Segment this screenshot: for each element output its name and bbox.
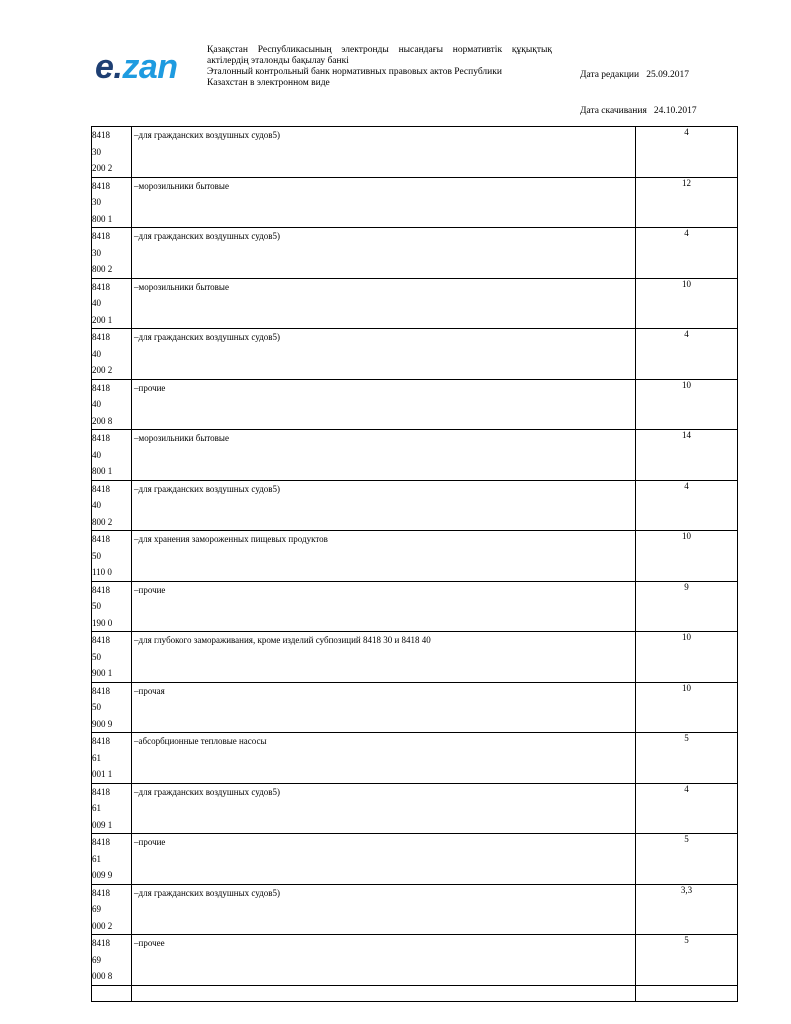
code-part: 900 1	[92, 668, 113, 678]
tariff-code	[92, 531, 132, 582]
table-row	[92, 834, 738, 885]
code-part: 61	[92, 803, 101, 813]
table-row	[92, 531, 738, 582]
tariff-code	[92, 682, 132, 733]
code-part: 8418	[92, 332, 110, 342]
code-part: 8418	[92, 231, 110, 241]
header-line-1: Қазақстан Республикасының электронды нысандағы нормативтік құқықтық	[207, 45, 552, 55]
goods-description: –для гражданских воздушных судов5)	[132, 884, 636, 935]
code-part: 30	[92, 197, 101, 207]
tariff-code	[92, 329, 132, 380]
tariff-code	[92, 834, 132, 885]
tariff-table	[91, 126, 738, 1002]
tariff-code	[92, 480, 132, 531]
code-part: 40	[92, 399, 101, 409]
code-part: 900 9	[92, 718, 113, 729]
duty-rate: 4	[636, 127, 738, 178]
header-line-2: актілердің эталонды бақылау банкі	[207, 56, 349, 66]
goods-description: –для глубокого замораживания, кроме изделий субпозиций 8418 30 и 8418 40	[132, 632, 636, 683]
table-row-empty	[92, 985, 738, 1001]
table-row	[92, 733, 738, 784]
duty-rate: 4	[636, 329, 738, 380]
table-row	[92, 632, 738, 683]
code-part: 8418	[92, 887, 110, 898]
code-part: 800 2	[92, 264, 113, 274]
code-part: 800 1	[92, 213, 113, 224]
code-part: 50	[92, 601, 101, 611]
duty-rate: 14	[636, 430, 738, 481]
duty-rate: 10	[636, 379, 738, 430]
tariff-code	[92, 783, 132, 834]
code-part: 009 9	[92, 870, 113, 880]
code-part: 8418	[92, 938, 110, 948]
tariff-code	[92, 884, 132, 935]
code-part: 8418	[92, 584, 110, 595]
code-part: 800 1	[92, 466, 113, 476]
duty-rate: 10	[636, 682, 738, 733]
goods-description: –для гражданских воздушных судов5)	[132, 127, 636, 178]
code-part: 50	[92, 550, 101, 561]
code-part: 40	[92, 348, 101, 359]
code-part: 000 2	[92, 920, 113, 931]
logo-part-2: zan	[122, 48, 178, 86]
table-row	[92, 480, 738, 531]
goods-description: –прочие	[132, 379, 636, 430]
code-part: 8418	[92, 736, 110, 746]
code-part: 009 1	[92, 819, 113, 830]
code-part: 200 2	[92, 365, 113, 375]
duty-rate: 10	[636, 632, 738, 683]
code-part: 61	[92, 853, 101, 864]
code-part: 30	[92, 247, 101, 258]
goods-description: –для гражданских воздушных судов5)	[132, 480, 636, 531]
table-row	[92, 783, 738, 834]
goods-description: –морозильники бытовые	[132, 177, 636, 228]
header-title	[207, 45, 552, 89]
goods-description: –морозильники бытовые	[132, 278, 636, 329]
tariff-code	[92, 935, 132, 986]
tariff-code	[92, 228, 132, 279]
tariff-code	[92, 379, 132, 430]
duty-rate: 3,3	[636, 884, 738, 935]
code-part: 200 1	[92, 314, 113, 325]
table-row	[92, 379, 738, 430]
code-part: 50	[92, 651, 101, 662]
tariff-code	[92, 632, 132, 683]
code-part: 61	[92, 752, 101, 763]
code-part: 800 2	[92, 516, 113, 527]
goods-description: –морозильники бытовые	[132, 430, 636, 481]
duty-rate: 10	[636, 531, 738, 582]
download-date: Дата скачивания 24.10.2017	[580, 106, 697, 116]
code-part: 40	[92, 298, 101, 308]
header-line-4: Казахстан в электронном виде	[207, 78, 330, 88]
code-part: 8418	[92, 180, 110, 191]
code-part: 001 1	[92, 769, 113, 779]
code-part: 69	[92, 904, 101, 914]
code-part: 8418	[92, 130, 110, 140]
duty-rate: 5	[636, 733, 738, 784]
empty-cell	[92, 985, 132, 1001]
empty-cell	[132, 985, 636, 1001]
code-part: 8418	[92, 534, 110, 544]
tariff-code	[92, 581, 132, 632]
goods-description: –для гражданских воздушных судов5)	[132, 228, 636, 279]
table-row	[92, 228, 738, 279]
duty-rate: 10	[636, 278, 738, 329]
code-part: 8418	[92, 685, 110, 696]
logo-part-1: e.	[95, 48, 123, 86]
code-part: 200 8	[92, 415, 113, 426]
code-part: 8418	[92, 837, 110, 847]
code-part: 30	[92, 146, 101, 157]
code-part: 8418	[92, 786, 110, 797]
goods-description: –прочие	[132, 581, 636, 632]
table-row	[92, 278, 738, 329]
duty-rate: 12	[636, 177, 738, 228]
code-part: 8418	[92, 635, 110, 645]
goods-description: –прочие	[132, 834, 636, 885]
code-part: 69	[92, 954, 101, 965]
tariff-code	[92, 430, 132, 481]
code-part: 200 2	[92, 163, 113, 173]
table-row	[92, 177, 738, 228]
tariff-code	[92, 127, 132, 178]
goods-description: –для хранения замороженных пищевых продуктов	[132, 531, 636, 582]
tariff-code	[92, 733, 132, 784]
ezan-logo	[95, 48, 178, 87]
tariff-code	[92, 177, 132, 228]
code-part: 000 8	[92, 971, 113, 981]
edition-date: Дата редакции 25.09.2017	[580, 70, 689, 80]
table-row	[92, 581, 738, 632]
duty-rate: 4	[636, 228, 738, 279]
code-part: 40	[92, 500, 101, 510]
code-part: 40	[92, 449, 101, 460]
code-part: 8418	[92, 433, 110, 443]
code-part: 8418	[92, 281, 110, 292]
empty-cell	[636, 985, 738, 1001]
duty-rate: 4	[636, 480, 738, 531]
code-part: 50	[92, 702, 101, 712]
table-row	[92, 682, 738, 733]
table-row	[92, 127, 738, 178]
goods-description: –прочее	[132, 935, 636, 986]
table-row	[92, 329, 738, 380]
goods-description: –прочая	[132, 682, 636, 733]
code-part: 190 0	[92, 617, 113, 628]
goods-description: –абсорбционные тепловые насосы	[132, 733, 636, 784]
header-meta	[580, 45, 697, 129]
code-part: 110 0	[92, 567, 112, 577]
goods-description: –для гражданских воздушных судов5)	[132, 783, 636, 834]
header-line-3: Эталонный контрольный банк нормативных правовых актов Республики	[207, 67, 502, 77]
code-part: 8418	[92, 483, 110, 494]
duty-rate: 9	[636, 581, 738, 632]
duty-rate: 5	[636, 935, 738, 986]
table-row	[92, 430, 738, 481]
code-part: 8418	[92, 382, 110, 393]
goods-description: –для гражданских воздушных судов5)	[132, 329, 636, 380]
table-row	[92, 935, 738, 986]
duty-rate: 4	[636, 783, 738, 834]
tariff-code	[92, 278, 132, 329]
table-row	[92, 884, 738, 935]
duty-rate: 5	[636, 834, 738, 885]
